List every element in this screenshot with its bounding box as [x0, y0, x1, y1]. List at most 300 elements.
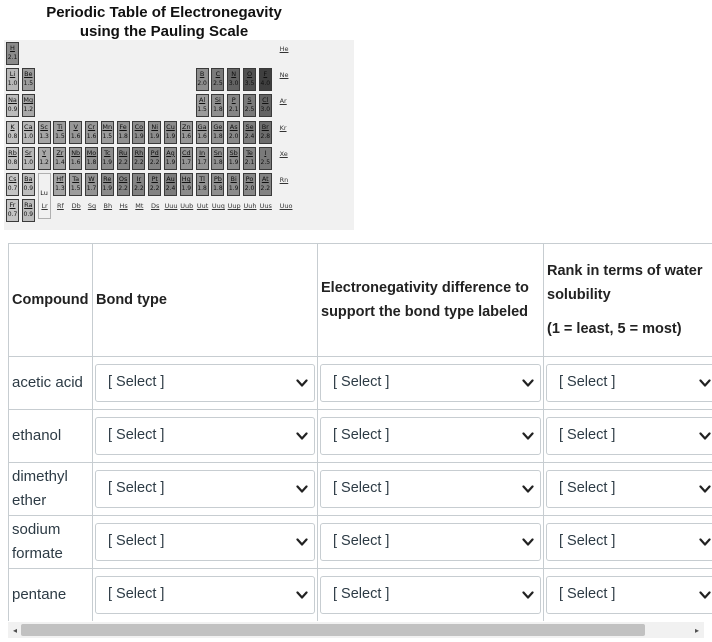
element-electronegativity: 3.0 [260, 106, 271, 114]
element-symbol: Ir [136, 175, 142, 183]
element-symbol: Ti [57, 122, 63, 131]
element-symbol: Rb [8, 148, 17, 157]
element-cell [211, 147, 224, 170]
element-cell [164, 147, 177, 170]
element-electronegativity: 1.5 [23, 80, 34, 88]
element-electronegativity: 1.6 [86, 132, 97, 140]
element-electronegativity: 1.0 [23, 158, 34, 166]
bond-type-select[interactable] [95, 470, 315, 508]
element-electronegativity: 0.7 [7, 211, 18, 219]
element-symbol: Se [245, 122, 254, 131]
element-cell [6, 199, 19, 222]
element-cell [259, 147, 272, 170]
element-symbol: O [246, 70, 253, 79]
element-cell [148, 147, 161, 170]
element-electronegativity: 1.7 [197, 158, 207, 166]
scroll-right-arrow-icon[interactable]: ▸ [694, 625, 699, 635]
element-cell [117, 173, 130, 196]
periodic-table-title-line1: Periodic Table of Electronegavity [46, 4, 282, 21]
bond-type-select[interactable] [95, 417, 315, 455]
scroll-left-arrow-icon[interactable]: ◂ [12, 625, 17, 635]
element-cell [117, 147, 130, 170]
element-cell [227, 147, 240, 170]
element-electronegativity: 2.4 [244, 132, 255, 140]
element-symbol: Al [198, 96, 206, 105]
element-electronegativity: 3.5 [244, 80, 255, 88]
element-electronegativity: 0.8 [7, 158, 18, 166]
element-cell [6, 173, 19, 196]
element-cell [22, 147, 35, 170]
element-cell [180, 147, 193, 170]
element-electronegativity: 1.8 [118, 132, 128, 140]
period7-element-label: Lr [41, 202, 48, 211]
chevron-down-icon [296, 432, 308, 441]
element-symbol: Sb [229, 148, 238, 157]
element-electronegativity: 1.9 [102, 185, 113, 192]
period7-element-label: Bh [103, 202, 113, 211]
element-electronegativity: 2.2 [149, 158, 160, 166]
element-cell [243, 94, 256, 117]
chevron-down-icon [699, 485, 711, 494]
element-symbol: As [229, 122, 238, 131]
element-electronegativity: 1.9 [149, 132, 160, 140]
element-electronegativity: 2.5 [244, 106, 255, 114]
element-symbol: Os [118, 175, 128, 183]
rank-select[interactable] [546, 470, 712, 508]
element-symbol: Mn [102, 122, 113, 131]
element-cell [6, 42, 19, 65]
chevron-down-icon [522, 432, 534, 441]
compound-cell [9, 516, 93, 569]
element-electronegativity: 2.2 [149, 185, 160, 192]
element-cell [243, 68, 256, 91]
element-symbol: Bi [230, 175, 237, 183]
compound-cell [9, 463, 93, 516]
element-cell [53, 173, 66, 196]
element-symbol: Rh [134, 148, 144, 157]
element-cell [243, 173, 256, 196]
chevron-down-icon [522, 538, 534, 547]
element-symbol: Cs [8, 175, 17, 183]
period7-element-label: Uub [180, 202, 194, 211]
bond-type-cell [93, 410, 318, 463]
element-symbol: Li [9, 70, 16, 79]
element-cell [132, 121, 145, 144]
element-symbol: Br [261, 122, 269, 131]
rank-select[interactable] [546, 576, 712, 614]
select-value: [ Select ] [559, 533, 616, 549]
element-cell [196, 68, 209, 91]
element-cell [85, 147, 98, 170]
element-electronegativity: 2.2 [260, 185, 271, 192]
element-electronegativity: 1.9 [181, 185, 192, 192]
element-symbol: Ge [213, 122, 223, 131]
noble-gas-label: Uuo [279, 202, 293, 211]
en-difference-select[interactable] [320, 364, 541, 402]
noble-gas-label: Rn [279, 176, 289, 184]
select-value: [ Select ] [108, 533, 165, 549]
element-electronegativity: 1.6 [197, 132, 207, 140]
element-cell [164, 121, 177, 144]
element-electronegativity: 2.2 [134, 185, 144, 192]
period7-element-label: Db [71, 202, 81, 211]
select-value: [ Select ] [333, 586, 390, 602]
compound-name: ethanol [12, 427, 62, 444]
select-value: [ Select ] [559, 586, 616, 602]
element-cell [259, 94, 272, 117]
header-rank-line2: (1 = least, 5 = most) [547, 321, 682, 337]
element-cell [243, 121, 256, 144]
select-value: [ Select ] [333, 480, 390, 496]
rank-select[interactable] [546, 364, 712, 402]
chevron-down-icon [522, 591, 534, 600]
element-electronegativity: 2.4 [165, 185, 176, 192]
element-cell [180, 121, 193, 144]
element-electronegativity: 1.2 [39, 158, 49, 166]
table-row [9, 357, 712, 410]
periodic-table-title-line2: using the Pauling Scale [79, 23, 249, 40]
chevron-down-icon [522, 485, 534, 494]
element-cell [69, 121, 82, 144]
select-value: [ Select ] [559, 374, 616, 390]
compound-name: sodium formate [12, 521, 63, 562]
element-cell [22, 173, 35, 196]
chevron-down-icon [699, 538, 711, 547]
chevron-down-icon [699, 432, 711, 441]
select-value: [ Select ] [108, 427, 165, 443]
element-cell [22, 199, 35, 222]
element-symbol: Sr [24, 148, 32, 157]
element-symbol: P [231, 96, 236, 105]
element-symbol: Sn [213, 148, 223, 157]
element-symbol: Zr [56, 148, 64, 157]
element-electronegativity: 1.7 [86, 185, 97, 192]
header-rank-line1: Rank in terms of water solubility [547, 263, 703, 303]
element-electronegativity: 1.0 [23, 132, 34, 140]
header-compound: Compound [9, 244, 93, 357]
bond-type-select[interactable] [95, 576, 315, 614]
element-symbol: Cl [262, 96, 269, 105]
element-symbol: Sc [40, 122, 48, 131]
table-row [9, 463, 712, 516]
bond-type-select[interactable] [95, 364, 315, 402]
select-value: [ Select ] [333, 427, 390, 443]
element-cell [196, 121, 209, 144]
bond-type-cell [93, 516, 318, 569]
element-electronegativity: 0.9 [23, 211, 34, 219]
chevron-down-icon [296, 485, 308, 494]
element-electronegativity: 1.8 [213, 158, 223, 166]
bond-type-cell [93, 463, 318, 516]
en-difference-select[interactable] [320, 523, 541, 561]
compound-name: acetic acid [12, 374, 83, 391]
element-cell [117, 121, 130, 144]
element-symbol: I [264, 148, 267, 157]
element-symbol: Ga [197, 122, 207, 131]
element-cell [38, 147, 51, 170]
rank-cell [544, 516, 712, 569]
periodic-table-title [4, 3, 324, 41]
noble-gas-label: Ne [279, 71, 289, 80]
element-symbol: Hg [181, 175, 191, 183]
element-cell [132, 147, 145, 170]
element-symbol: Y [42, 148, 47, 157]
element-cell [164, 173, 177, 196]
element-symbol: Zn [182, 122, 191, 131]
compound-cell [9, 357, 93, 410]
element-cell [259, 173, 272, 196]
table-row [9, 410, 712, 463]
element-symbol: Te [246, 148, 253, 157]
element-cell [180, 173, 193, 196]
element-cell [22, 94, 35, 117]
element-electronegativity: 1.3 [39, 132, 49, 140]
element-symbol: Ni [151, 122, 159, 131]
element-cell [101, 121, 114, 144]
element-electronegativity: 1.7 [181, 158, 192, 166]
element-electronegativity: 0.9 [23, 185, 34, 192]
header-en-difference: Electronegativity difference to support the bond type labeled [318, 244, 544, 357]
element-cell [227, 121, 240, 144]
element-symbol: At [261, 175, 269, 183]
element-electronegativity: 1.9 [228, 158, 239, 166]
element-electronegativity: 2.0 [197, 80, 207, 88]
element-symbol: Fr [9, 201, 16, 210]
select-value: [ Select ] [333, 533, 390, 549]
chevron-down-icon [296, 591, 308, 600]
rank-cell [544, 357, 712, 410]
element-cell [38, 121, 51, 144]
periodic-table-image [4, 0, 354, 230]
element-electronegativity: 1.9 [228, 185, 239, 192]
element-electronegativity: 1.5 [55, 132, 65, 140]
element-symbol: Pt [151, 175, 158, 183]
noble-gas-label: Xe [279, 149, 288, 158]
worksheet-table [8, 243, 712, 621]
element-symbol: B [199, 70, 205, 79]
element-cell [196, 173, 209, 196]
element-electronegativity: 1.8 [86, 158, 97, 166]
element-cell [85, 121, 98, 144]
element-cell [132, 173, 145, 196]
element-symbol: Tc [104, 148, 111, 157]
element-electronegativity: 1.0 [7, 80, 18, 88]
element-symbol: N [231, 70, 237, 79]
table-header-row [9, 244, 712, 357]
scrollbar-thumb[interactable] [21, 624, 645, 636]
element-symbol: Pb [213, 175, 222, 183]
period7-element-label: Hs [119, 202, 128, 211]
element-symbol: Ba [24, 175, 33, 183]
element-cell [148, 121, 161, 144]
bond-type-cell [93, 569, 318, 622]
element-electronegativity: 1.9 [165, 158, 176, 166]
element-cell [22, 121, 35, 144]
element-electronegativity: 1.2 [23, 106, 34, 114]
element-symbol: Mo [86, 148, 97, 157]
element-electronegativity: 0.7 [7, 185, 18, 192]
select-value: [ Select ] [559, 427, 616, 443]
element-cell [6, 68, 19, 91]
element-cell [211, 121, 224, 144]
element-cell [6, 147, 19, 170]
element-symbol: Nb [71, 148, 81, 157]
element-electronegativity: 2.2 [134, 158, 144, 166]
en-difference-select[interactable] [320, 470, 541, 508]
element-symbol: Na [8, 96, 17, 105]
chevron-down-icon [699, 591, 711, 600]
element-cell [53, 147, 66, 170]
period7-element-label: Mt [135, 202, 144, 211]
en-difference-cell [318, 463, 544, 516]
bond-type-cell [93, 357, 318, 410]
element-symbol: F [263, 70, 268, 79]
element-electronegativity: 1.5 [102, 132, 113, 140]
element-symbol: Po [245, 175, 254, 183]
element-cell [69, 173, 82, 196]
worksheet-table-container [8, 243, 712, 621]
element-cell [6, 121, 19, 144]
element-cell [85, 173, 98, 196]
element-symbol: Ra [24, 201, 33, 210]
element-electronegativity: 1.4 [55, 158, 65, 166]
period7-element-label: Rf [56, 202, 64, 211]
horizontal-scrollbar[interactable] [8, 622, 704, 638]
element-cell [211, 173, 224, 196]
element-electronegativity: 1.6 [70, 132, 81, 140]
element-cell [227, 68, 240, 91]
element-electronegativity: 1.9 [134, 132, 144, 140]
element-electronegativity: 1.5 [197, 106, 207, 114]
compound-cell [9, 569, 93, 622]
element-symbol: V [73, 122, 78, 131]
period7-element-label: Uup [227, 202, 241, 211]
element-electronegativity: 1.8 [213, 185, 223, 192]
element-symbol: Pd [150, 148, 159, 157]
select-value: [ Select ] [108, 480, 165, 496]
en-difference-select[interactable] [320, 417, 541, 455]
element-electronegativity: 2.2 [118, 158, 128, 166]
element-symbol: Au [166, 175, 175, 183]
compound-cell [9, 410, 93, 463]
element-electronegativity: 3.0 [228, 80, 239, 88]
element-electronegativity: 2.5 [213, 80, 223, 88]
chevron-down-icon [296, 538, 308, 547]
element-electronegativity: 1.6 [70, 158, 81, 166]
element-symbol: Ta [72, 175, 80, 183]
rank-select[interactable] [546, 417, 712, 455]
period7-element-label: Uuh [243, 202, 257, 211]
element-electronegativity: 1.8 [197, 185, 207, 192]
period7-element-label: Uut [196, 202, 209, 211]
element-electronegativity: 2.2 [118, 185, 128, 192]
element-cell [211, 94, 224, 117]
element-electronegativity: 1.8 [213, 106, 223, 114]
noble-gas-label: He [279, 45, 289, 53]
element-cell [101, 173, 114, 196]
element-electronegativity: 2.8 [260, 132, 271, 140]
element-symbol: K [10, 122, 15, 131]
element-electronegativity: 4.0 [260, 80, 271, 88]
element-cell [211, 68, 224, 91]
element-cell [227, 94, 240, 117]
element-symbol: Ru [118, 148, 128, 157]
en-difference-select[interactable] [320, 576, 541, 614]
element-symbol: H [10, 44, 15, 52]
header-bond-type: Bond type [93, 244, 318, 357]
element-symbol: Fe [119, 122, 127, 131]
bond-type-select[interactable] [95, 523, 315, 561]
period7-element-label: Ds [150, 202, 160, 211]
element-symbol: W [88, 175, 95, 183]
chevron-down-icon [699, 379, 711, 388]
noble-gas-label: Kr [279, 123, 287, 132]
period7-element-label: Uuq [211, 202, 225, 211]
en-difference-cell [318, 516, 544, 569]
element-electronegativity: 2.5 [260, 158, 271, 166]
element-symbol: Hf [56, 175, 64, 183]
element-electronegativity: 1.3 [55, 185, 65, 192]
period7-element-label: Sg [87, 202, 97, 211]
element-electronegativity: 1.5 [70, 185, 81, 192]
element-cell [196, 94, 209, 117]
noble-gas-label: Ar [279, 97, 287, 106]
element-symbol: C [215, 70, 221, 79]
element-cell [69, 147, 82, 170]
element-electronegativity: 2.1 [7, 54, 18, 61]
rank-cell [544, 463, 712, 516]
select-value: [ Select ] [108, 374, 165, 390]
element-cell [22, 68, 35, 91]
en-difference-cell [318, 357, 544, 410]
compound-name: pentane [12, 586, 67, 603]
select-value: [ Select ] [559, 480, 616, 496]
period7-element-label: Uus [259, 202, 272, 211]
period7-element-label: Uuu [164, 202, 178, 211]
element-cell [259, 121, 272, 144]
element-cell [259, 68, 272, 91]
element-cell [196, 147, 209, 170]
element-symbol: Ag [166, 148, 175, 157]
table-row [9, 516, 712, 569]
select-value: [ Select ] [108, 586, 165, 602]
rank-cell [544, 410, 712, 463]
element-cell [148, 173, 161, 196]
element-electronegativity: 2.1 [228, 106, 239, 114]
element-symbol: Be [24, 70, 33, 79]
element-electronegativity: 2.1 [244, 158, 255, 166]
element-electronegativity: 1.8 [213, 132, 223, 140]
element-symbol: Mg [23, 96, 34, 105]
element-electronegativity: 2.0 [228, 132, 239, 140]
rank-cell [544, 569, 712, 622]
lanthanide-symbol: Lu [40, 189, 48, 197]
element-symbol: Tl [199, 175, 205, 183]
en-difference-cell [318, 569, 544, 622]
element-symbol: Cu [166, 122, 175, 131]
element-symbol: Re [103, 175, 112, 183]
chevron-down-icon [522, 379, 534, 388]
element-cell [6, 94, 19, 117]
rank-select[interactable] [546, 523, 712, 561]
header-rank [544, 244, 712, 357]
table-row [9, 569, 712, 622]
element-cell [101, 147, 114, 170]
element-cell [227, 173, 240, 196]
element-symbol: Cd [181, 148, 191, 157]
chevron-down-icon [296, 379, 308, 388]
en-difference-cell [318, 410, 544, 463]
